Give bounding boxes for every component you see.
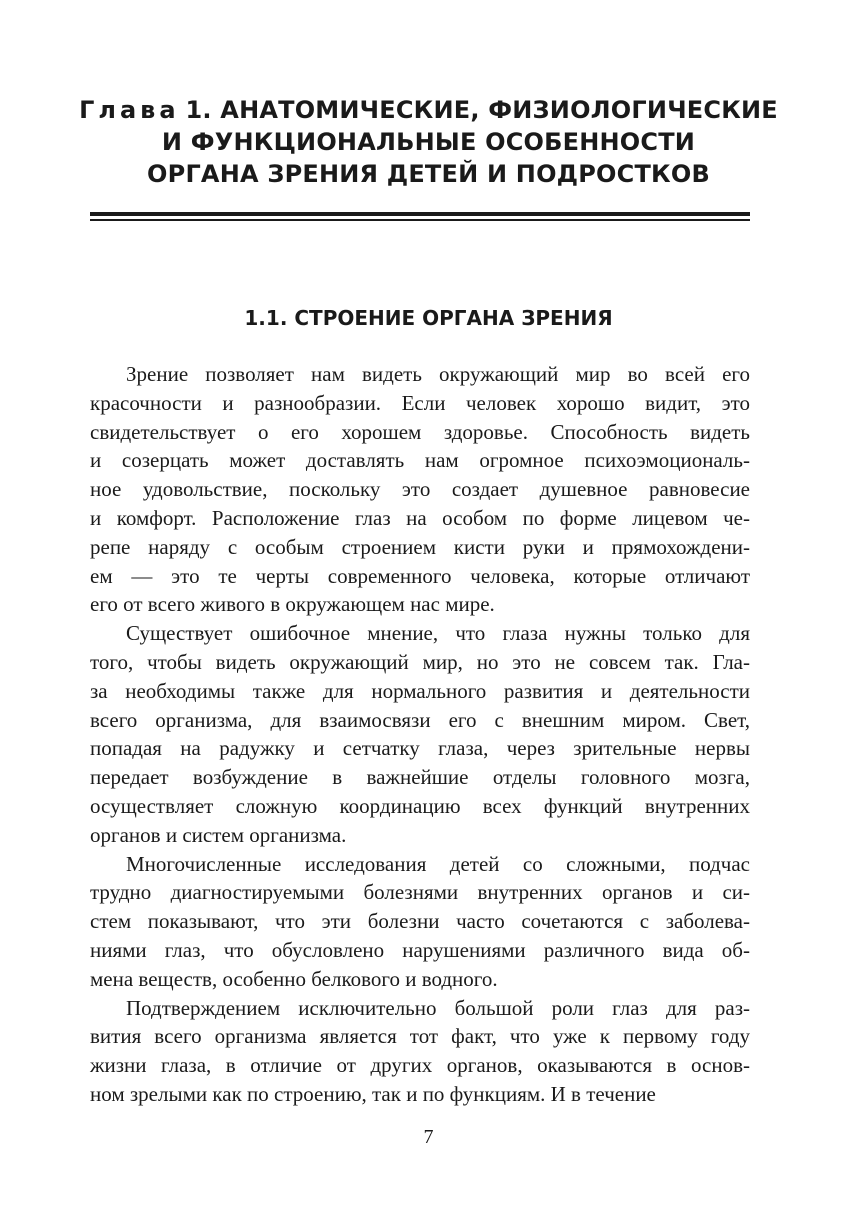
chapter-prefix: Глава [79,96,180,124]
paragraph-line: Зрение позволяет нам видеть окружающий мир во всей его [126,362,750,386]
paragraph-line: красочности и разнообразии. Если человек хорошо видит, это [90,390,750,415]
paragraph-line: ное удовольствие, поскольку это создает душевное равновесие [90,477,750,502]
section-title: 1.1. СТРОЕНИЕ ОРГАНА ЗРЕНИЯ [244,306,613,330]
paragraph-line: репе наряду с особым строением кисти руки и прямохождени- [90,534,750,559]
paragraph-line: Подтверждением исключительно большой роли глаз для раз- [126,995,750,1020]
paragraph-line: его от всего живого в окружающем нас мире. [90,592,495,617]
paragraph-line: ниями глаз, что обусловлено нарушениями различного вида об- [90,937,750,962]
paragraph-2 [90,619,750,849]
page-number: 7 [423,1126,434,1148]
chapter-number-title: 1. АНАТОМИЧЕСКИЕ, ФИЗИОЛОГИЧЕСКИЕ [185,96,778,124]
chapter-title-line-2: И ФУНКЦИОНАЛЬНЫЕ ОСОБЕННОСТИ [161,128,696,156]
paragraph-line: осуществляет сложную координацию всех функций внутренних [90,793,750,818]
paragraph-line: Многочисленные исследования детей со сложными, подчас [126,851,750,876]
chapter-title [70,94,787,190]
chapter-divider-thick [90,212,750,216]
paragraph-line: попадая на радужку и сетчатку глаза, через зрительные нервы [90,736,750,761]
paragraph-1 [90,360,750,619]
paragraph-line: всего организма, для взаимосвязи его с внешним миром. Свет, [90,707,750,732]
chapter-divider-thin [90,219,750,221]
paragraph-line: ном зрелыми как по строению, так и по функциям. И в течение [90,1081,656,1106]
paragraph-3 [90,850,750,994]
chapter-title-line-3: ОРГАНА ЗРЕНИЯ ДЕТЕЙ И ПОДРОСТКОВ [147,160,710,188]
paragraph-4 [90,994,750,1109]
paragraph-line: вития всего организма является тот факт, что уже к первому году [90,1024,750,1049]
paragraph-line: органов и систем организма. [90,822,347,847]
paragraph-line: передает возбуждение в важнейшие отделы головного мозга, [90,765,750,790]
paragraph-line: стем показывают, что эти болезни часто сочетаются с заболева- [90,909,750,934]
chapter-title-line-1 [70,94,787,126]
paragraph-line: и комфорт. Расположение глаз на особом по форме лицевом че- [90,505,750,530]
paragraph-line: за необходимы также для нормального развития и деятельности [90,678,750,703]
paragraph-line: Существует ошибочное мнение, что глаза нужны только для [126,621,750,646]
paragraph-line: свидетельствует о его хорошем здоровье. Способность видеть [90,419,750,444]
paragraph-line: и созерцать может доставлять нам огромное психоэмоциональ- [90,448,750,473]
paragraph-line: мена веществ, особенно белкового и водного. [90,966,498,991]
paragraph-line: ем — это те черты современного человека, которые отличают [90,563,750,588]
paragraph-line: того, чтобы видеть окружающий мир, но это не совсем так. Гла- [90,649,750,674]
paragraph-line: трудно диагностируемыми болезнями внутренних органов и си- [90,880,750,905]
body-text [90,360,750,1109]
paragraph-line: жизни глаза, в отличие от других органов, оказываются в основ- [90,1053,750,1078]
